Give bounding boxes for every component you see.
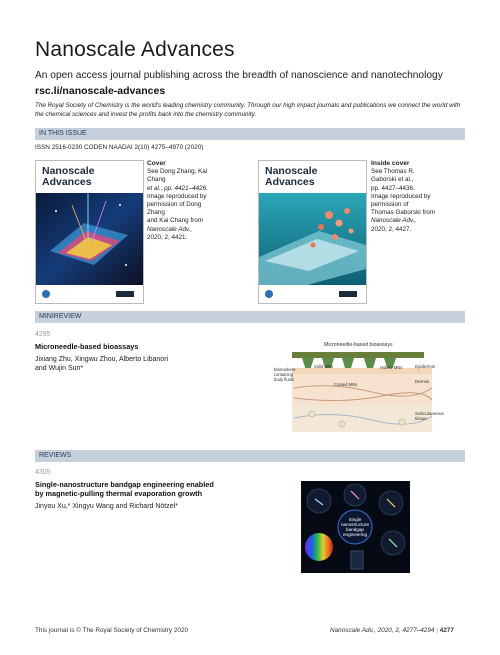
- front-cover-art: [36, 161, 143, 303]
- footer-page-number: 4277: [439, 627, 454, 634]
- minireview-authors: Jixiang Zhu, Xingwu Zhou, Alberto Libanori and Wujin Sun*: [35, 356, 169, 372]
- svg-text:Solid MNs: Solid MNs: [314, 364, 334, 369]
- svg-text:Hollow MNs: Hollow MNs: [380, 365, 403, 370]
- journal-url[interactable]: rsc.li/nanoscale-advances: [35, 85, 166, 97]
- footer-copyright: This journal is © The Royal Society of Chemistry 2020: [35, 627, 189, 634]
- footer-citation: Nanoscale Adv., 2020, 2, 4277–4294 | 4277: [330, 627, 454, 634]
- intro-text: The Royal Society of Chemistry is the world's leading chemistry community. Through our high impact journals and publications we connect the world with the chemical sciences and invest the profits back into the chemistry community.: [35, 102, 461, 118]
- review-authors: Jinyou Xu,* Xingyu Wang and Richard Nötzel*: [35, 503, 178, 510]
- svg-text:Dermis: Dermis: [415, 379, 430, 384]
- svg-text:containing: containing: [274, 372, 294, 377]
- cover-label: Inside cover: [371, 160, 410, 167]
- svg-text:Biomarkers-: Biomarkers-: [274, 367, 297, 372]
- svg-text:Coated MNs: Coated MNs: [334, 382, 358, 387]
- review-page-number: 4305: [35, 469, 51, 476]
- svg-text:nanostructure: nanostructure: [340, 522, 370, 527]
- cover-journal-title: Nanoscale Advances: [42, 165, 95, 188]
- svg-text:Microneedle-based bioassays: Microneedle-based bioassays: [324, 342, 393, 348]
- svg-text:Subcutaneous: Subcutaneous: [415, 411, 444, 416]
- inside-cover-caption: Inside cover See Thomas R. Gaborski et al., pp. 4427–4436. Image reproduced by permission of Thomas Gaborski from Nanoscale Adv., 2020, 2, 4427.: [371, 160, 436, 233]
- minireview-bar: MINIREVIEW: [35, 311, 465, 323]
- inside-cover-art: [259, 161, 366, 303]
- svg-text:engineering: engineering: [342, 532, 368, 537]
- minireview-title[interactable]: Microneedle-based bioassays: [35, 342, 139, 351]
- inside-cover-image[interactable]: [258, 160, 367, 304]
- microneedle-figure: [272, 338, 452, 438]
- svg-text:Single: Single: [348, 517, 362, 522]
- journal-title: Nanoscale Advances: [35, 38, 235, 61]
- front-cover-image[interactable]: [35, 160, 144, 304]
- in-this-issue-bar: IN THIS ISSUE: [35, 128, 465, 140]
- minireview-page-number: 4295: [35, 331, 51, 338]
- review-title[interactable]: Single-nanostructure bandgap engineering enabled by magnetic-pulling thermal evaporation growth: [35, 480, 214, 498]
- reviews-bar: REVIEWS: [35, 450, 465, 462]
- bandgap-figure: [301, 481, 410, 573]
- svg-text:body fluids: body fluids: [274, 377, 295, 382]
- journal-tagline: An open access journal publishing across the breadth of nanoscience and nanotechnology: [35, 70, 443, 81]
- front-cover-caption: Cover See Dong Zhang, Kai Chang et al., pp. 4421–4426. Image reproduced by permission of Dong Zhang and Kai Chang from Nanoscale Adv., 2020, 2, 4421.: [147, 160, 208, 241]
- svg-text:bandgap: bandgap: [346, 527, 364, 532]
- svg-text:Epidermis: Epidermis: [415, 364, 436, 369]
- cover-label: Cover: [147, 160, 166, 167]
- issn-line: ISSN 2516-0230 CODEN NAADAI 2(10) 4275–4970 (2020): [35, 144, 204, 151]
- svg-text:tissue: tissue: [415, 416, 427, 421]
- cover-journal-title: Nanoscale Advances: [265, 165, 318, 188]
